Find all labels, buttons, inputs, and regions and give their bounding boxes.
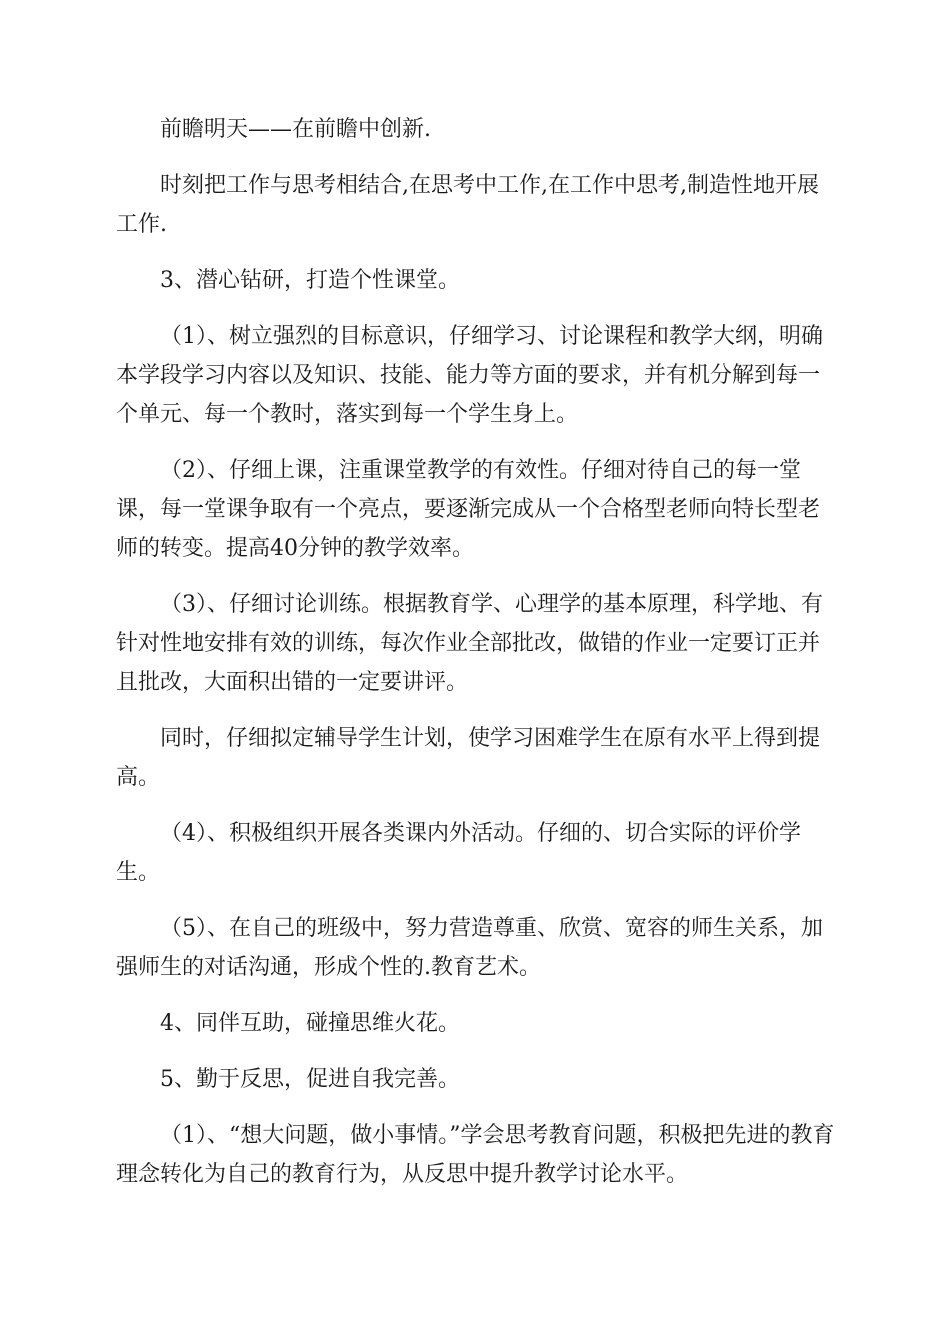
document-body: [116, 110, 836, 1211]
paragraph-8: （4）、积极组织开展各类课内外活动。仔细的、切合实际的评价学生。: [116, 821, 801, 885]
paragraph-3: 3、潜心钻研，打造个性课堂。: [160, 268, 460, 293]
paragraph-5: （2）、仔细上课，注重课堂教学的有效性。仔细对待自己的每一堂课，每一堂课争取有一个亮点，要逐渐完成从一个合格型老师向特长型老师的转变。提高40分钟的教学效率。: [116, 458, 821, 561]
paragraph-9: （5）、在自己的班级中，努力营造尊重、欣赏、宽容的师生关系，加强师生的对话沟通，形成个性的.教育艺术。: [116, 916, 823, 980]
paragraph-12: （1）、“想大问题，做小事情。”学会思考教育问题，积极把先进的教育理念转化为自己的教育行为，从反思中提升教学讨论水平。: [116, 1123, 835, 1187]
paragraph-2: 时刻把工作与思考相结合,在思考中工作,在工作中思考,制造性地开展工作.: [116, 173, 819, 237]
paragraph-11: 5、勤于反思，促进自我完善。: [160, 1067, 460, 1092]
paragraph-1: 前瞻明天——在前瞻中创新.: [160, 117, 431, 142]
paragraph-10: 4、同伴互助，碰撞思维火花。: [160, 1011, 460, 1036]
paragraph-4: （1）、树立强烈的目标意识，仔细学习、讨论课程和教学大纲，明确本学段学习内容以及知识、技能、能力等方面的要求，并有机分解到每一个单元、每一个教时，落实到每一个学生身上。: [116, 324, 823, 427]
paragraph-6: （3）、仔细讨论训练。根据教育学、心理学的基本原理，科学地、有针对性地安排有效的训练，每次作业全部批改，做错的作业一定要订正并且批改，大面积出错的一定要讲评。: [116, 592, 823, 695]
paragraph-7: 同时，仔细拟定辅导学生计划，使学习困难学生在原有水平上得到提高。: [116, 726, 821, 790]
